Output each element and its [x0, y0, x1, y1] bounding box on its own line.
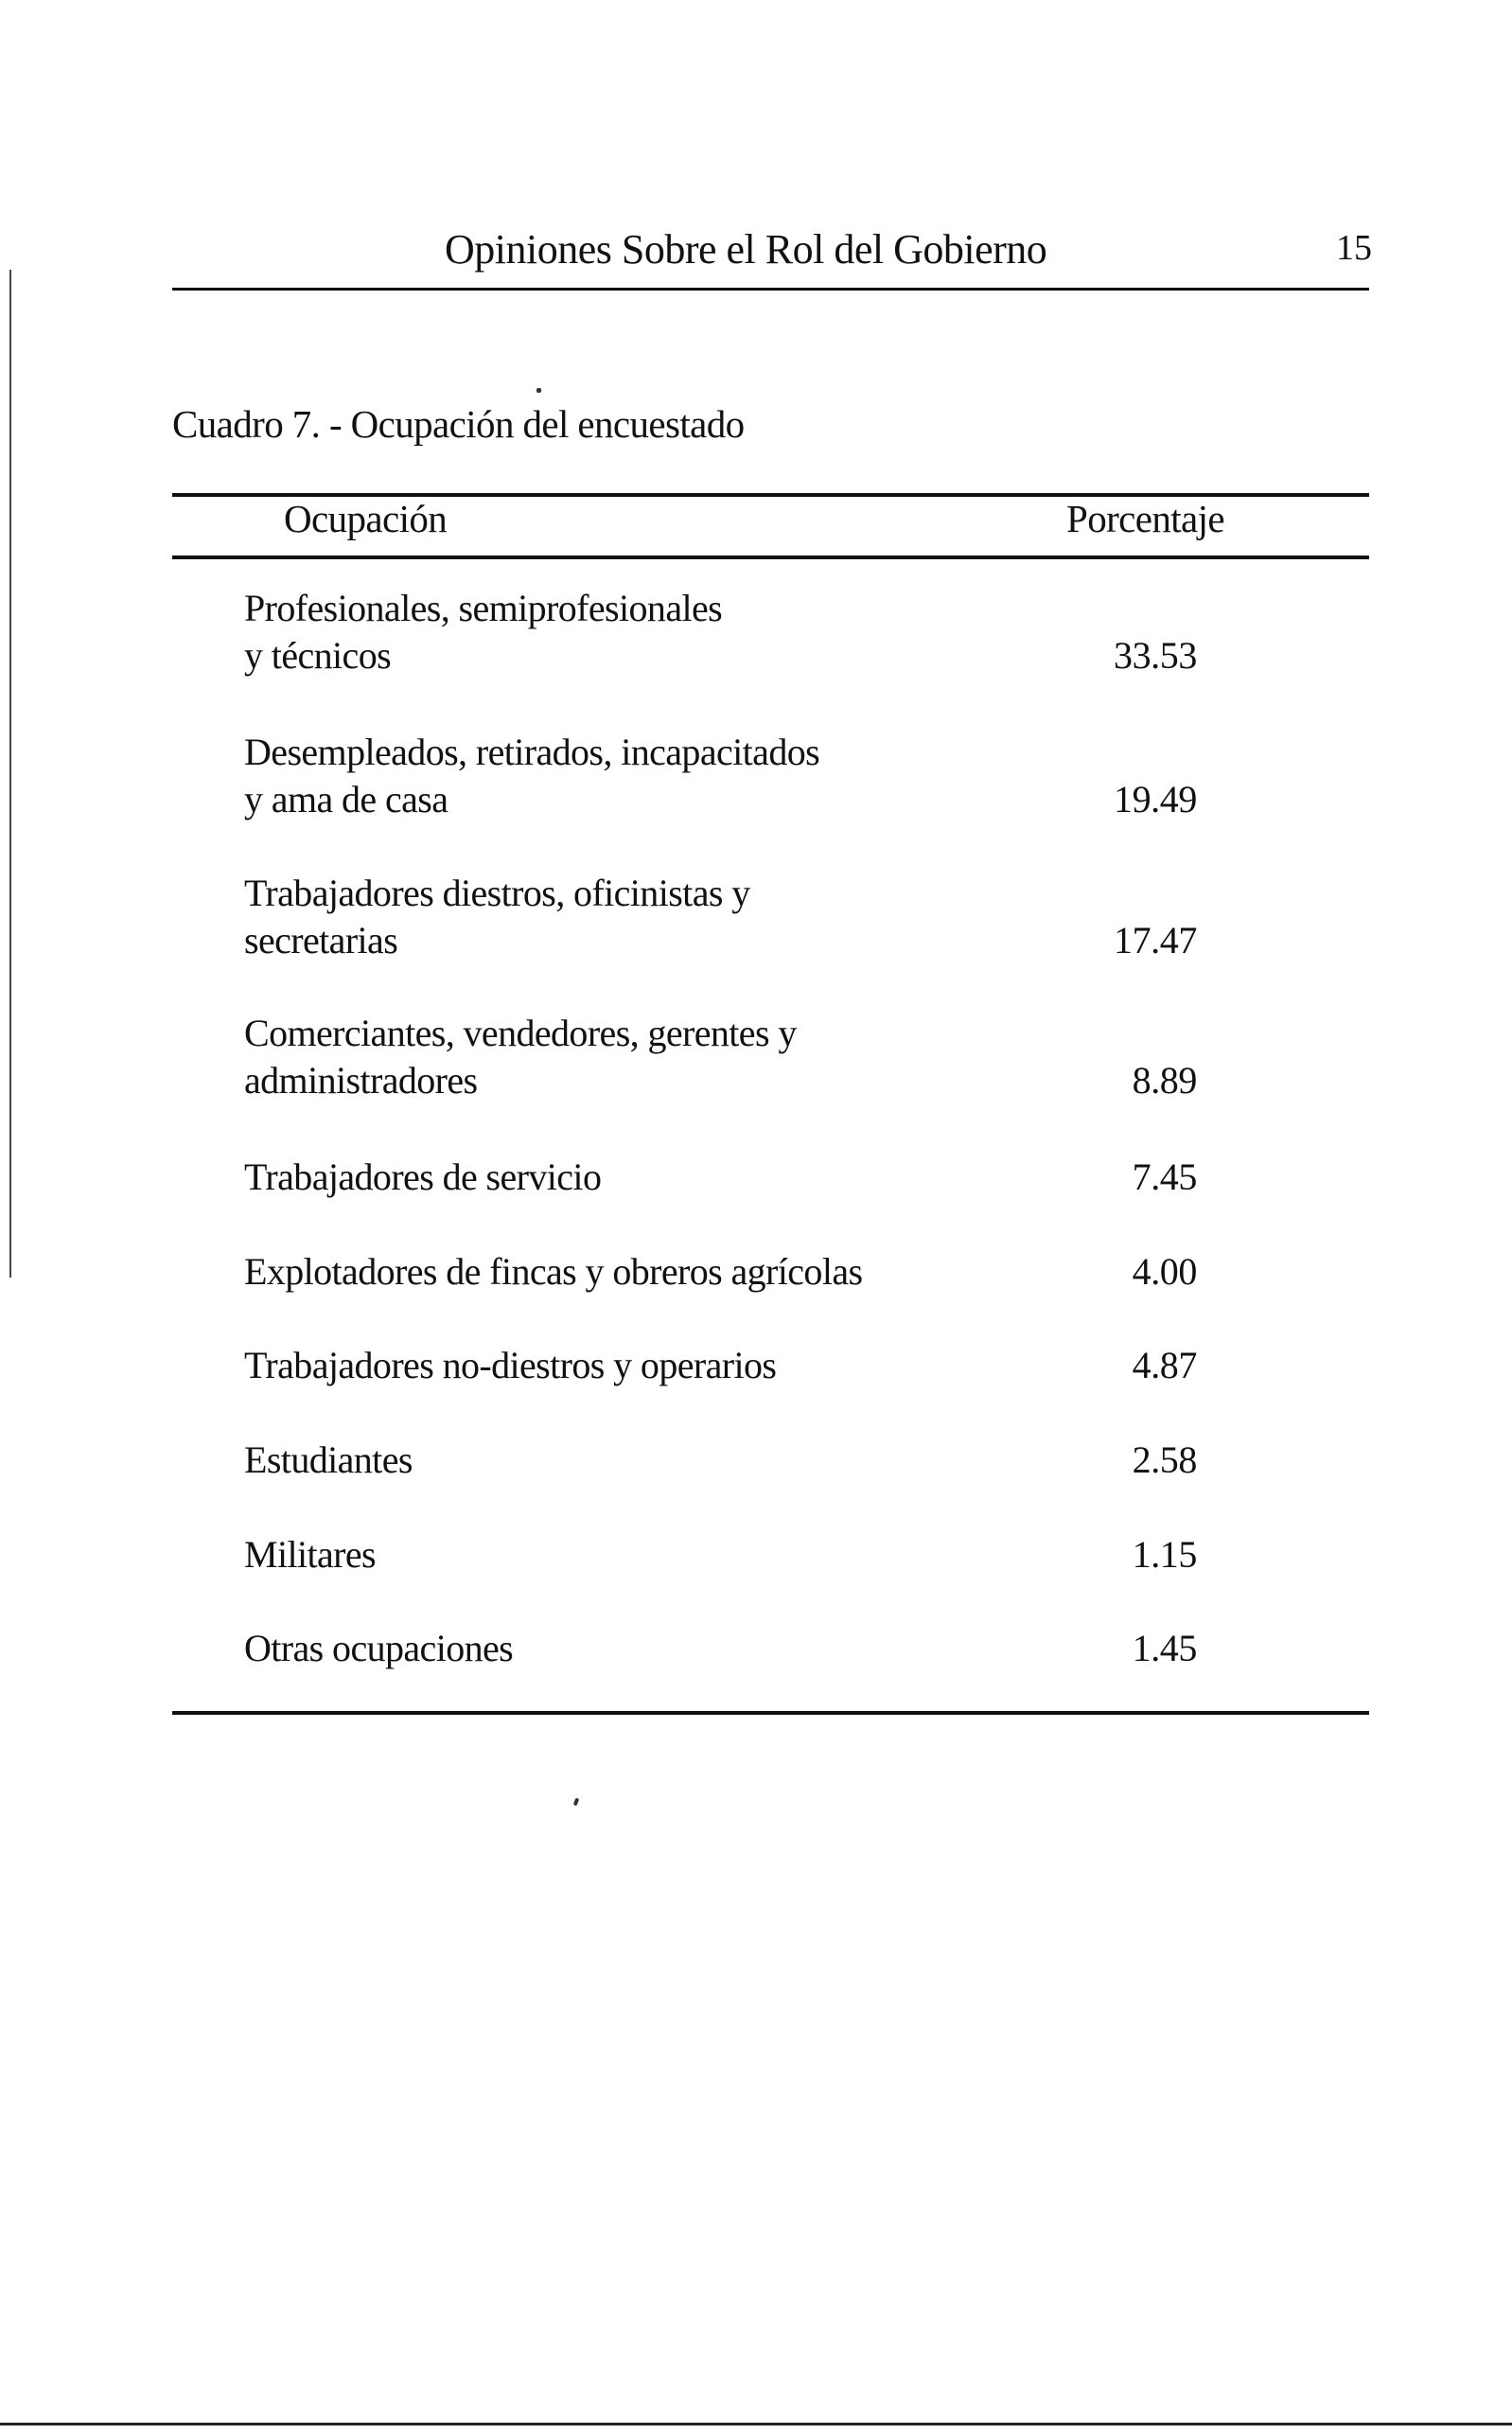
table-row-label: Desempleados, retirados, incapacitados: [244, 731, 820, 773]
table-row-value: 1.15: [1132, 1533, 1197, 1576]
table-header-rule: [172, 556, 1369, 559]
table-row-value: 17.47: [1113, 919, 1197, 961]
table-caption: Cuadro 7. - Ocupación del encuestado: [172, 402, 745, 446]
table-row-label: Explotadores de fincas y obreros agrícolas: [244, 1250, 863, 1293]
table-row-label: Estudiantes: [244, 1438, 413, 1481]
page-number: 15: [1336, 228, 1372, 268]
running-header-title: Opiniones Sobre el Rol del Gobierno: [445, 226, 1047, 273]
table-row-value: 8.89: [1132, 1059, 1197, 1102]
table-row-label: Trabajadores de servicio: [244, 1155, 602, 1198]
table-row-label: Militares: [244, 1533, 377, 1576]
table-row-label: Profesionales, semiprofesionales: [244, 587, 723, 629]
table-row-label: Comerciantes, vendedores, gerentes y: [244, 1012, 797, 1054]
table-row-value: 33.53: [1113, 634, 1197, 677]
table-row-value: 4.00: [1132, 1250, 1197, 1293]
page-edge-line: [9, 270, 11, 1278]
scan-speck: [573, 1798, 579, 1807]
page-bottom-edge: [0, 2423, 1512, 2425]
column-header-occupation: Ocupación: [284, 497, 448, 540]
table-row-label: y ama de casa: [244, 778, 448, 820]
table-row-value: 1.45: [1132, 1627, 1197, 1669]
table-row-label: y técnicos: [244, 634, 392, 677]
table-row-label: administradores: [244, 1059, 478, 1102]
scan-speck: [536, 388, 541, 393]
column-header-percentage: Porcentaje: [1066, 497, 1225, 540]
table-row-label: Otras ocupaciones: [244, 1627, 514, 1669]
table-row-label: Trabajadores diestros, oficinistas y: [244, 872, 750, 914]
table-bottom-rule: [172, 1711, 1369, 1715]
table-row-label: secretarias: [244, 919, 398, 961]
table-row-value: 4.87: [1132, 1344, 1197, 1386]
header-rule: [172, 288, 1369, 291]
table-row-value: 19.49: [1113, 778, 1197, 820]
table-row-label: Trabajadores no-diestros y operarios: [244, 1344, 777, 1386]
table-row-value: 2.58: [1132, 1438, 1197, 1481]
table-row-value: 7.45: [1132, 1155, 1197, 1198]
